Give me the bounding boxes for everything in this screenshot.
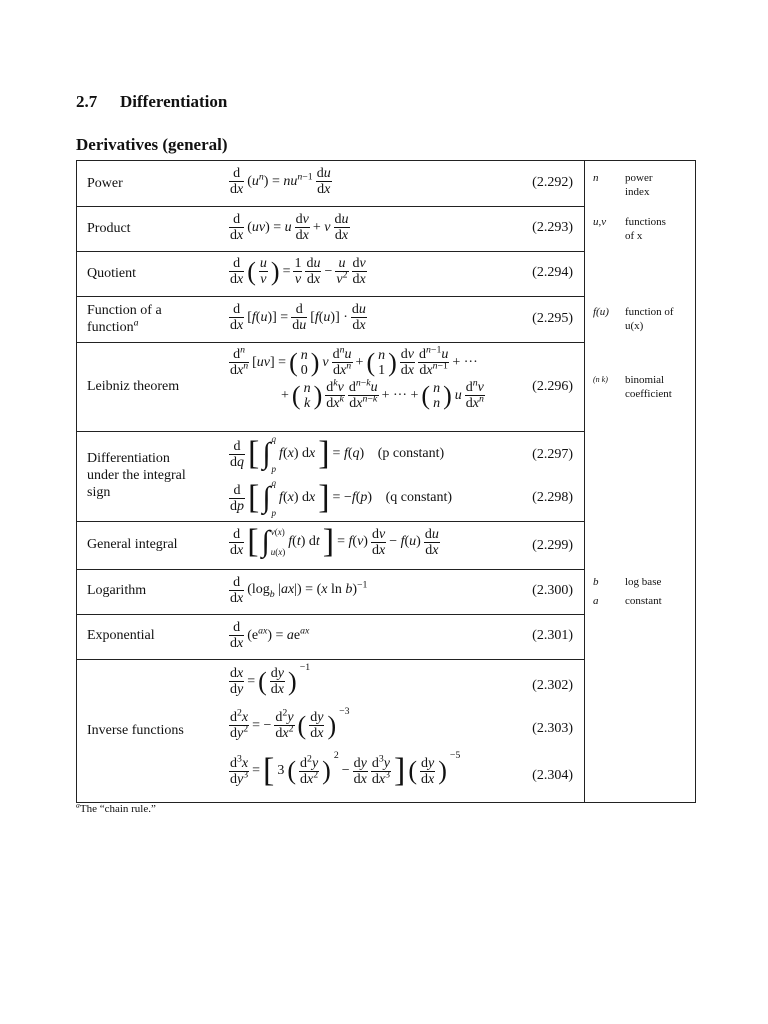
equation-number: (2.300) — [532, 583, 573, 598]
row-name-line: Function of a — [87, 303, 162, 318]
row-name-line: under the integral — [87, 468, 186, 483]
note-text: functions — [625, 216, 666, 228]
formula-exponential: d dx $(e^{ax}) = ae^{ax}$ — [230, 620, 310, 651]
condition-text: (p constant) — [377, 446, 445, 461]
note-text: u(x) — [625, 320, 644, 332]
note-symbol: (n k) — [593, 375, 608, 384]
derivatives-table — [76, 160, 696, 803]
formula-inverse-3: $\frac{d^3x}{dy^3}$ = [ 3 ( $d^2y$ $dx^2$ ) 2 − $\frac{dy}{dx}$ $d^3y$ $dx^3$ ] ( dy dx ) −5 — [230, 750, 461, 789]
equation-number: (2.295) — [532, 311, 573, 326]
formula-power: d dx $(u^n) = nu^{n-1}$ du dx — [230, 166, 331, 197]
table-row-exponential — [77, 615, 585, 660]
note-text: power — [625, 172, 653, 184]
row-name: General integral — [87, 537, 178, 552]
table-row-logarithm — [77, 570, 585, 615]
formula-chain-rule: d dx [f(u)] = $\frac{d}{du}$ [f(u)] · du dx — [230, 302, 366, 333]
note-text: of x — [625, 230, 643, 242]
section-title: Differentiation — [120, 92, 228, 111]
note-symbol: a — [593, 595, 599, 607]
section-heading — [76, 92, 227, 112]
equation-number: (2.292) — [532, 175, 573, 190]
row-name: Exponential — [87, 628, 155, 643]
row-name — [87, 302, 162, 336]
note-symbol: n — [593, 172, 599, 184]
equation-number: (2.294) — [532, 265, 573, 280]
formula-quotient: d dx ( u v ) = $\frac{1}{v}$ du dx − $\frac{u}{v^2}$ dv dx — [230, 256, 366, 287]
note-text: binomial — [625, 374, 665, 386]
section-number: 2.7 — [76, 92, 98, 111]
row-name: Inverse functions — [87, 723, 184, 738]
footnote-mark: a — [76, 800, 80, 810]
note-text: index — [625, 186, 650, 198]
formula-integral-lower: d dp [ ∫ q p f(x) dx ] = −f(p) (q constant) — [230, 478, 453, 518]
equation-number: (2.304) — [532, 768, 573, 783]
table-row-power — [77, 161, 585, 207]
equation-number: (2.293) — [532, 220, 573, 235]
note-text: log base — [625, 576, 662, 588]
note-symbol: b — [593, 576, 599, 588]
row-name: Leibniz theorem — [87, 379, 180, 394]
table-row-quotient — [77, 252, 585, 297]
footnote-mark: a — [133, 317, 139, 329]
row-name: Logarithm — [87, 583, 147, 598]
note-text: function of — [625, 306, 674, 318]
row-name — [87, 450, 186, 501]
footnote-text: The “chain rule.” — [79, 803, 156, 815]
row-name-line: function — [87, 320, 134, 335]
row-name: Product — [87, 221, 131, 236]
row-name: Quotient — [87, 266, 136, 281]
note-text: coefficient — [625, 388, 672, 400]
formula-general-integral: d dx [ ∫ v(x) u(x) f(t) dt ] = f(v) dv dx − f(u) du dx — [230, 523, 439, 560]
row-name-line: Differentiation — [87, 451, 170, 466]
formula-integral-upper: d dq [ ∫ q p f(x) dx ] = f(q) (p constant) — [230, 434, 445, 474]
row-name-line: sign — [87, 485, 111, 500]
note-text: constant — [625, 595, 662, 607]
formula-inverse-2: $\frac{d^2x}{dy^2}$ = − $\frac{d^2y}{dx^2}$ ( dy dx ) −3 — [230, 706, 350, 741]
note-symbol: u,v — [593, 216, 607, 228]
condition-text: (q constant) — [385, 490, 453, 505]
subsection-heading: Derivatives (general) — [76, 135, 228, 154]
table-row-integral-sign — [77, 432, 585, 522]
equation-number: (2.299) — [532, 538, 573, 553]
table-row-general-integral — [77, 522, 585, 570]
table-row-chain-rule — [77, 297, 585, 343]
notes-column — [585, 161, 697, 802]
footnote — [76, 800, 156, 815]
note-symbol: f(u) — [593, 306, 609, 318]
row-name: Power — [87, 176, 123, 191]
equation-number: (2.301) — [532, 628, 573, 643]
equation-number: (2.297) — [532, 447, 573, 462]
formula-product: d dx (uv) = u dv dx + v du dx — [230, 212, 349, 243]
table-row-inverse — [77, 660, 585, 804]
formula-inverse-1: $\frac{dx}{dy}$ = ( dy dx ) −1 — [230, 662, 311, 697]
table-row-product — [77, 207, 585, 252]
equation-number: (2.296) — [532, 379, 573, 394]
formula-logarithm: d dx ($\log_b$ |ax|) = (x ln b)$^{-1}$ — [230, 575, 368, 606]
equation-number: (2.302) — [532, 678, 573, 693]
table-row-leibniz — [77, 343, 585, 432]
formula-leibniz: $d^n$ $dx^n$ [uv] = ( n 0 ) v $d^nu$ $dx^n$ + ( n 1 ) dv dx $d^{n-1}u$ $dx^{n-1}$ + ··· + ( n k ) $d^kv$ $dx^k$ $d^{n-k}u$ $dx^{n-k}$ + ··· + ( n n ) u $d^nv$ $dx^n$ — [230, 344, 484, 411]
equation-number: (2.303) — [532, 721, 573, 736]
equation-number: (2.298) — [532, 490, 573, 505]
